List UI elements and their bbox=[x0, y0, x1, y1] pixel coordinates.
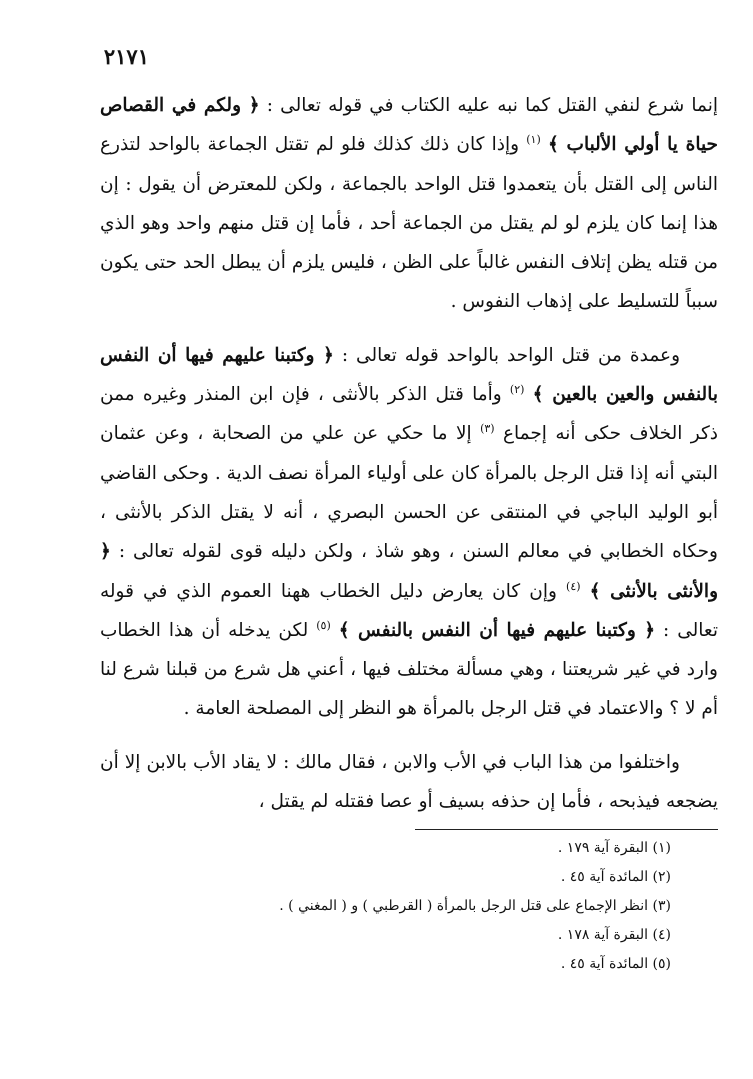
footnote-ref: (٥) bbox=[316, 618, 331, 632]
footnote-ref: (١) bbox=[526, 133, 541, 147]
page-number: ٢١٧١ bbox=[103, 44, 149, 69]
text-run: إلا ما حكي عن علي من الصحابة ، وعن عثمان البتي أنه إذا قتل الرجل بالمرأة كان على أولياء المرأة نصف الدية . وحكى القاضي أبو الوليد الباجي في المنتقى عن الحسن البصري ، أنه لا يقتل الذكر بالأنثى ، وحكاه الخطابي في معالم السنن ، وهو شاذ ، ولكن دليله قوى لقوله تعالى : bbox=[100, 423, 718, 563]
footnote: (٥) المائدة آية ٤٥ . bbox=[560, 956, 671, 972]
quran-quote: ﴿ والأنثى بالأنثى ﴾ bbox=[100, 541, 719, 602]
footnote-ref: (٣) bbox=[480, 422, 495, 436]
quran-quote: ﴿ وكتبنا عليهم فيها أن النفس بالنفس ﴾ bbox=[338, 619, 656, 641]
text-run: وأما قتل الذكر بالأنثى ، فإن ابن المنذر وغيره ممن ذكر الخلاف حكى أنه إجماع bbox=[100, 384, 719, 445]
text-run: إنما شرع لنفي القتل كما نبه عليه الكتاب في قوله تعالى : bbox=[259, 95, 718, 116]
text-run: وعمدة من قتل الواحد بالواحد قوله تعالى : bbox=[333, 344, 681, 366]
text-run: لكن يدخله أن هذا الخطاب وارد في غير شريعتنا ، وهي مسألة مختلف فيها ، أعني هل شرع من قبلنا شرع لنا أم لا ؟ والاعتماد في قتل الرجل بالمرأة هو النظر إلى المصلحة العامة . bbox=[100, 619, 718, 720]
footnote: (١) البقرة آية ١٧٩ . bbox=[557, 840, 671, 856]
paragraph-3 bbox=[100, 743, 718, 822]
footnote-ref: (٤) bbox=[566, 579, 581, 593]
footnote-divider bbox=[415, 829, 718, 830]
footnote: (٢) المائدة آية ٤٥ . bbox=[560, 869, 671, 885]
text-run: واختلفوا من هذا الباب في الأب والابن ، فقال مالك : لا يقاد الأب بالابن إلا أن يضجعه فيذبحه ، فأما إن حذفه بسيف أو عصا فقتله لم يقتل ، bbox=[100, 751, 718, 813]
footnote: (٤) البقرة آية ١٧٨ . bbox=[557, 927, 671, 943]
quran-quote: ﴿ وكتبنا عليهم فيها أن النفس بالنفس والعين بالعين ﴾ bbox=[100, 344, 718, 406]
body-text bbox=[100, 86, 718, 821]
footnote-ref: (٢) bbox=[509, 382, 525, 396]
text-run: وإن كان يعارض دليل الخطاب ههنا العموم الذي في قوله تعالى : bbox=[100, 580, 718, 641]
footnote: (٣) انظر الإجماع على قتل الرجل بالمرأة ( القرطبي ) و ( المغني ) . bbox=[279, 898, 671, 914]
paragraph-1 bbox=[100, 86, 718, 322]
paragraph-2 bbox=[100, 336, 718, 729]
text-run: وإذا كان ذلك كذلك فلو لم تقتل الجماعة بالواحد لتذرع الناس إلى القتل بأن يتعمدوا قتل الواحد بالجماعة ، ولكن للمعترض أن يقول : إن هذا إنما كان يلزم لو لم يقتل من الجماعة أحد ، فأما إن قتل منهم واحد وهو الذي من قتله يظن إتلاف النفس غالباً على الظن ، فليس يلزم أن يبطل الحد حتى يكون سبباً للتسليط على إذهاب النفوس . bbox=[100, 134, 718, 313]
footnotes bbox=[251, 834, 671, 979]
quran-quote: ﴿ ولكم في القصاص حياة يا أولي الألباب ﴾ bbox=[100, 95, 718, 156]
